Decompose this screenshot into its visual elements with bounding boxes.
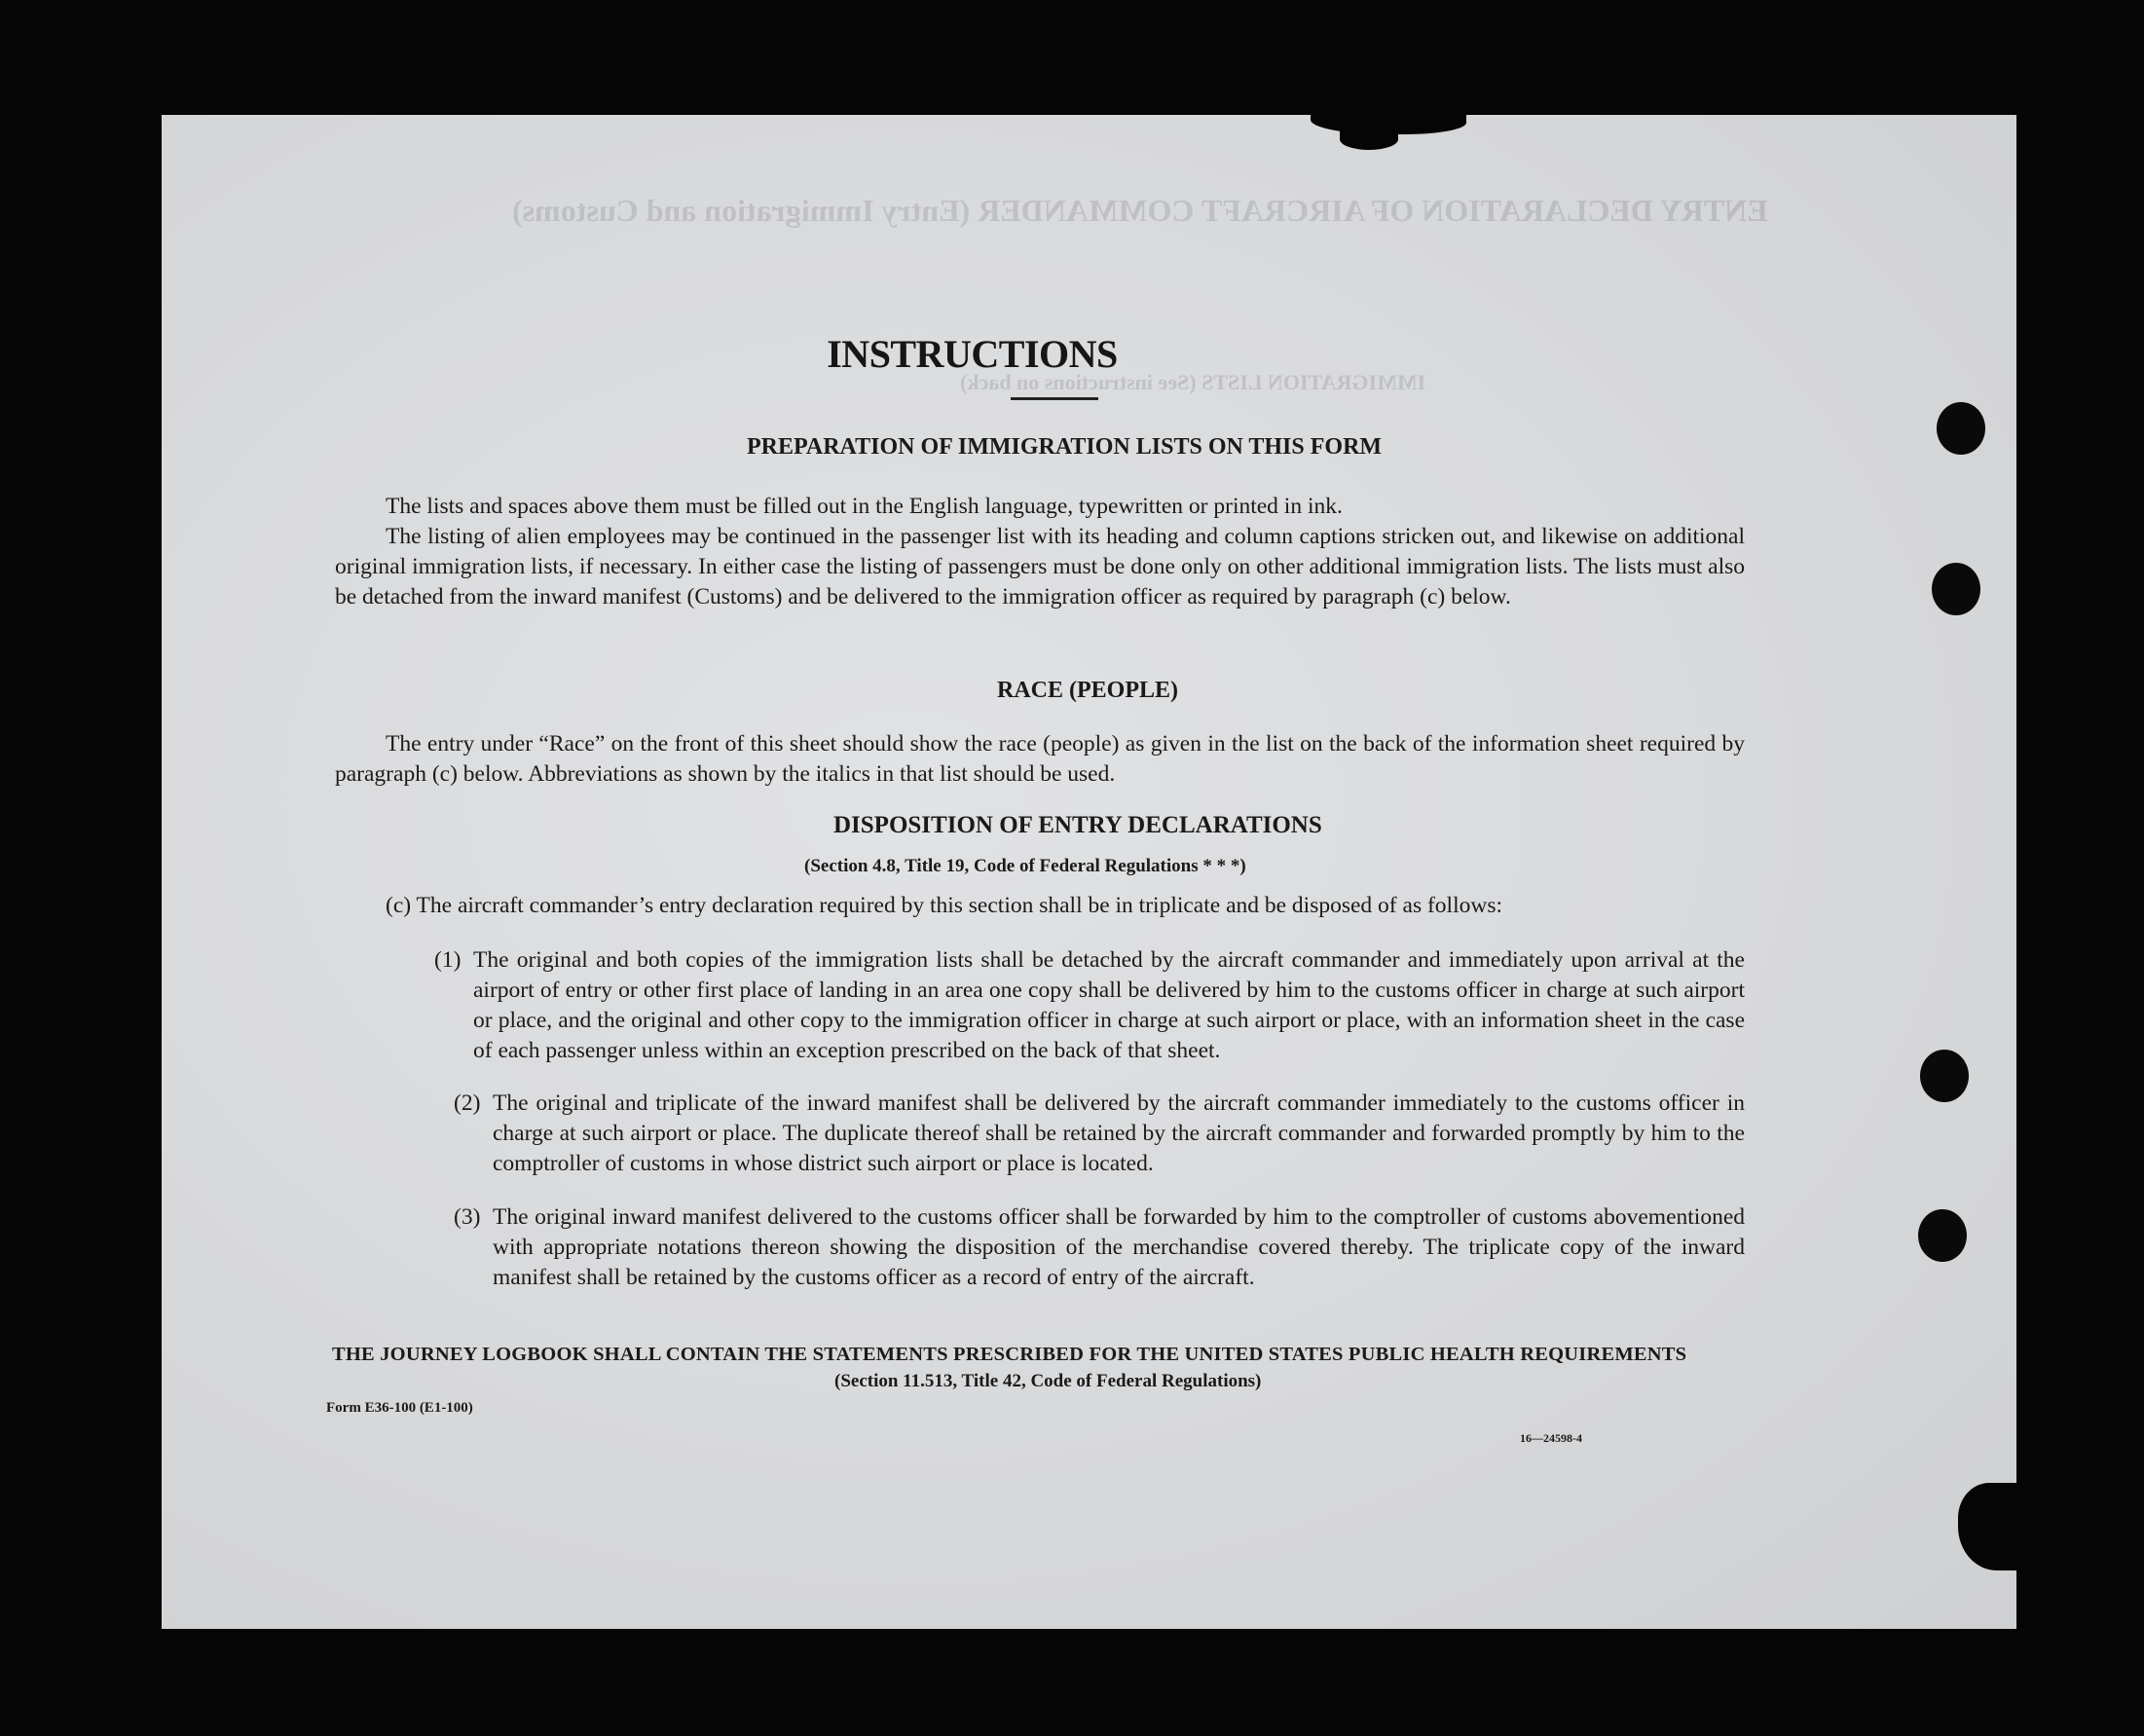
race-para: The entry under “Race” on the front of this sheet should show the race (people) as given in the list on the back of the information sheet required by paragraph (c) below. Abbreviations as shown by the italics in that list should be used.: [335, 731, 1745, 787]
document-page: [162, 115, 2016, 1629]
title-divider: [1011, 397, 1098, 400]
section-heading-disposition: DISPOSITION OF ENTRY DECLARATIONS: [833, 812, 1322, 838]
item-text: The original and both copies of the immigration lists shall be detached by the aircraft commander and immediately upon arrival at the airport of entry or other first place of landing in an area one copy shall be delivered by him to the customs officer in charge at such airport or place, and the original and other copy to the immigration officer in charge at such airport or place, with an information sheet in the case of each passenger unless within an exception prescribed on the back of that sheet.: [473, 947, 1745, 1063]
disposition-item-1: [434, 945, 1745, 1066]
logbook-heading: THE JOURNEY LOGBOOK SHALL CONTAIN THE STATEMENTS PRESCRIBED FOR THE UNITED STATES PUBLIC HEALTH REQUIREMENTS: [332, 1344, 1687, 1365]
punch-hole: [1932, 563, 1980, 615]
logbook-citation: (Section 11.513, Title 42, Code of Federal Regulations): [834, 1371, 1262, 1391]
item-text: The original inward manifest delivered to the customs officer shall be forwarded by him to the comptroller of customs abovementioned with appropriate notations thereon showing the disposition of the merchandise covered thereby. The triplicate copy of the inward manifest shall be retained by the customs officer as a record of entry of the aircraft.: [493, 1204, 1745, 1290]
punch-hole: [1920, 1050, 1969, 1102]
item-number: (1): [434, 947, 462, 973]
punch-hole: [1937, 402, 1985, 455]
form-number: Form E36-100 (E1-100): [326, 1400, 473, 1416]
preparation-para-1: The lists and spaces above them must be filled out in the English language, typewritten or printed in ink.: [386, 494, 1343, 519]
item-number: (2): [454, 1090, 481, 1116]
disposition-item-3: [454, 1202, 1745, 1293]
punch-hole: [1918, 1209, 1967, 1262]
preparation-paragraphs: [335, 492, 1745, 612]
race-paragraph: [335, 729, 1745, 790]
disposition-citation: (Section 4.8, Title 19, Code of Federal Regulations * * *): [804, 856, 1246, 876]
bleed-through-text: ENTRY DECLARATION OF AIRCRAFT COMMANDER (Entry Immigration and Customs): [512, 193, 1768, 228]
torn-corner: [1958, 1483, 2016, 1570]
section-heading-race: RACE (PEOPLE): [997, 678, 1178, 703]
print-code: 16—24598-4: [1520, 1431, 1582, 1445]
item-text: The original and triplicate of the inward manifest shall be delivered by the aircraft commander immediately to the customs officer in charge at such airport or place. The duplicate thereof shall be retained by the aircraft commander and forwarded promptly by him to the comptroller of customs in whose district such airport or place is located.: [493, 1090, 1745, 1176]
preparation-para-2: The listing of alien employees may be continued in the passenger list with its heading and column captions stricken out, and likewise on additional original immigration lists, if necessary. In either case the listing of passengers must be done only on other additional immigration lists. The lists must also be detached from the inward manifest (Customs) and be delivered to the immigration officer as required by paragraph (c) below.: [335, 524, 1745, 609]
page-title: INSTRUCTIONS: [827, 332, 1118, 376]
bleed-through-text: IMMIGRATION LISTS (See instructions on back): [960, 370, 1426, 394]
section-heading-preparation: PREPARATION OF IMMIGRATION LISTS ON THIS FORM: [747, 434, 1383, 460]
disposition-item-2: [454, 1089, 1745, 1179]
disposition-intro: [335, 891, 1745, 921]
disposition-intro-text: (c) The aircraft commander’s entry declaration required by this section shall be in triplicate and be disposed of as follows:: [386, 893, 1502, 918]
torn-edge-tip: [1340, 129, 1398, 150]
item-number: (3): [454, 1204, 481, 1230]
